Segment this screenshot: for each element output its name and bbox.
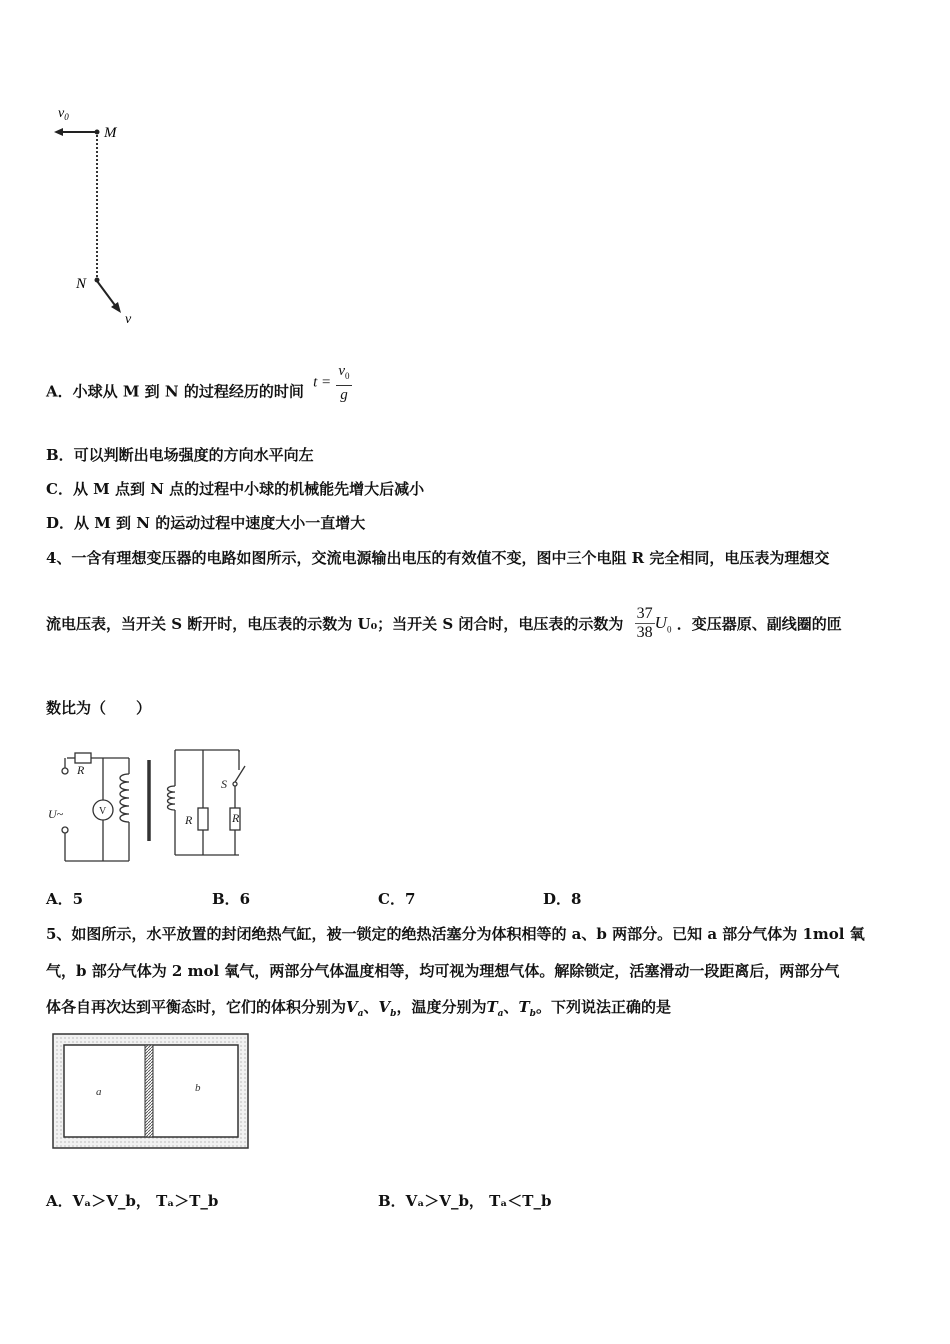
label-r3: R bbox=[232, 811, 240, 825]
secondary-coil bbox=[168, 786, 176, 810]
q3-option-b: B．可以判断出电场强度的方向水平向左 bbox=[46, 446, 314, 464]
label-r2: R bbox=[185, 813, 193, 827]
q4-option-c: C．7 bbox=[378, 890, 416, 908]
v-arrow bbox=[97, 281, 117, 308]
q3-option-d: D．从 M 到 N 的运动过程中速度大小一直增大 bbox=[46, 514, 366, 532]
q4-line3: 数比为（ ） bbox=[46, 699, 152, 717]
q4-line1: 4、一含有理想变压器的电路如图所示，交流电源输出电压的有效值不变，图中三个电阻 R 完全相同，电压表为理想交 bbox=[46, 549, 830, 567]
source-terminal-bottom bbox=[62, 827, 68, 833]
point-m bbox=[95, 130, 100, 135]
q4-option-a: A．5 bbox=[46, 890, 84, 908]
switch-s bbox=[235, 766, 245, 782]
label-v0: $v_0$ bbox=[58, 106, 69, 122]
cylinder-figure bbox=[52, 1033, 252, 1151]
label-r1: R bbox=[77, 763, 85, 777]
q5-line2: 气，b 部分气体为 2 mol 氧气，两部分气体温度相等，均可视为理想气体。解除锁定，活塞滑动一段距离后，两部分气 bbox=[46, 962, 840, 980]
time-formula: t = $\frac{v_0}{g}$ bbox=[313, 363, 350, 403]
q4-option-b: B．6 bbox=[212, 890, 251, 908]
time-fraction: $\frac{v_0}{g}$ bbox=[338, 363, 350, 403]
motion-figure bbox=[50, 95, 150, 335]
transformer-circuit bbox=[45, 748, 260, 868]
q5-line1: 5、如图所示，水平放置的封闭绝热气缸，被一锁定的绝热活塞分为体积相等的 a、b 两部分。已知 a 部分气体为 1mol 氧 bbox=[46, 925, 865, 943]
label-u: U~ bbox=[48, 807, 64, 821]
label-chamber-b: b bbox=[195, 1082, 201, 1094]
label-n: N bbox=[76, 276, 87, 292]
v0-arrowhead bbox=[54, 128, 63, 136]
q5-line3: 体各自再次达到平衡态时，它们的体积分别为$V_a$、$V_b$，温度分别为$T_a$、$T_b$。下列说法正确的是 bbox=[46, 998, 671, 1019]
label-voltmeter: V bbox=[99, 806, 107, 817]
q3-option-a bbox=[46, 363, 352, 412]
primary-coil bbox=[120, 774, 129, 822]
v-arrowhead bbox=[111, 302, 121, 313]
source-terminal-top bbox=[62, 768, 68, 774]
label-chamber-a: a bbox=[96, 1086, 102, 1098]
q3-option-c: C．从 M 点到 N 点的过程中小球的机械能先增大后减小 bbox=[46, 480, 425, 498]
voltage-fraction: $\frac{37}{38}$ $U_0$ bbox=[636, 605, 672, 641]
q5-option-a: A．Vₐ＞V_b， Tₐ＞T_b bbox=[46, 1192, 219, 1210]
q5-option-b: B．Vₐ＞V_b， Tₐ＜T_b bbox=[378, 1192, 552, 1210]
q3-option-a-text: A．小球从 M 到 N 的过程经历的时间 bbox=[46, 382, 304, 401]
q4-line2: 流电压表，当开关 S 断开时，电压表的示数为 U₀；当开关 S 闭合时，电压表的示数为 $\frac{37}{38}$ $U_0$ ．变压器原、副线圈的匝 bbox=[46, 605, 842, 641]
piston bbox=[145, 1045, 153, 1137]
label-m: M bbox=[104, 125, 117, 141]
label-s: S bbox=[221, 777, 227, 791]
resistor-r1 bbox=[75, 753, 91, 763]
q4-option-d: D．8 bbox=[543, 890, 582, 908]
resistor-r2 bbox=[198, 808, 208, 830]
label-v: v bbox=[125, 312, 132, 327]
